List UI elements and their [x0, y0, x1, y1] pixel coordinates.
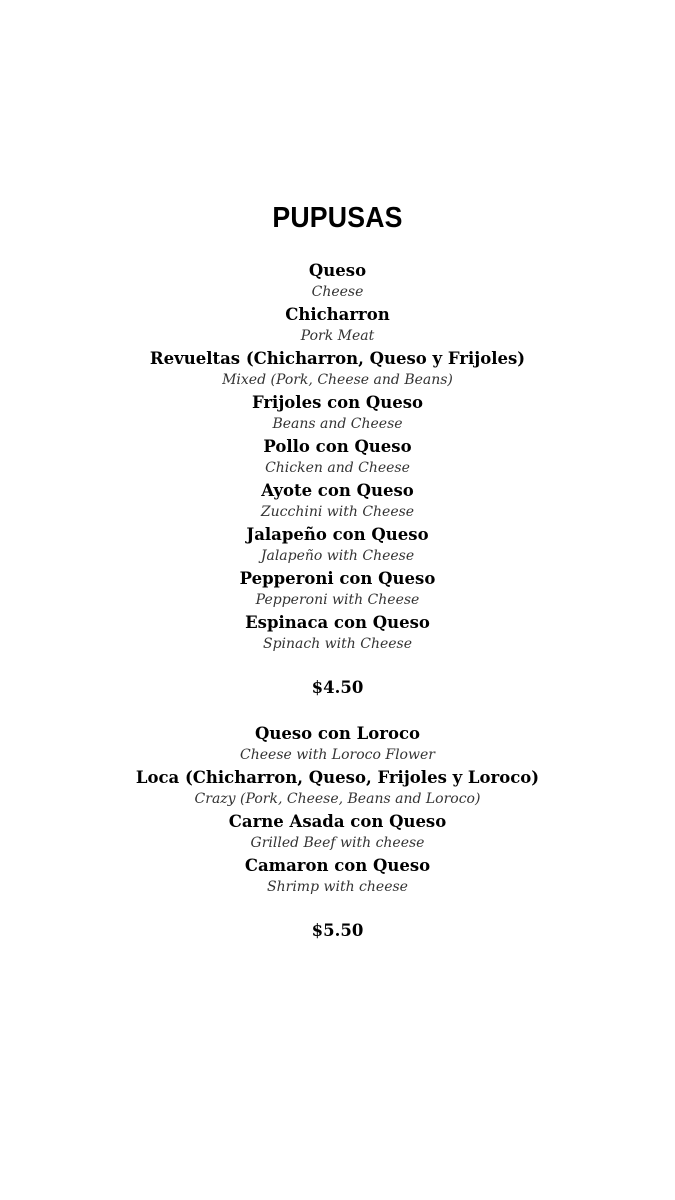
menu-item — [0, 391, 675, 435]
menu-item-name: Loca (Chicharron, Queso, Frijoles y Loroco) — [135, 768, 540, 787]
menu-item-description: Grilled Beef with cheese — [250, 835, 425, 851]
menu-item-description: Shrimp with cheese — [267, 879, 408, 895]
menu-item — [0, 259, 675, 303]
section-price: $5.50 — [311, 921, 364, 940]
menu-item — [0, 854, 675, 898]
menu-item-name: Carne Asada con Queso — [228, 812, 447, 831]
menu-section-standard — [0, 259, 675, 699]
menu-item-name: Frijoles con Queso — [251, 393, 424, 412]
menu-item-name: Queso — [308, 261, 367, 280]
menu-item-description: Crazy (Pork, Cheese, Beans and Loroco) — [194, 791, 481, 807]
menu-item-name: Camaron con Queso — [244, 856, 431, 875]
section-price: $4.50 — [311, 678, 364, 697]
page-title: PUPUSAS — [272, 202, 403, 234]
menu-item — [0, 347, 675, 391]
menu-item-description: Pork Meat — [300, 328, 375, 344]
menu-item — [0, 479, 675, 523]
menu-item-name: Chicharron — [285, 305, 390, 324]
menu-item-name: Espinaca con Queso — [245, 613, 430, 632]
menu-item-description: Spinach with Cheese — [262, 636, 413, 652]
menu-item — [0, 435, 675, 479]
menu-item-description: Pepperoni with Cheese — [255, 592, 420, 608]
menu-item-description: Beans and Cheese — [272, 416, 403, 432]
menu-item-description: Jalapeño with Cheese — [260, 548, 415, 564]
menu-item — [0, 523, 675, 567]
menu-item — [0, 567, 675, 611]
menu-item-description: Chicken and Cheese — [265, 460, 410, 476]
menu-item-name: Pollo con Queso — [263, 437, 412, 456]
menu-item-description: Mixed (Pork, Cheese and Beans) — [222, 372, 453, 388]
menu-item-name: Ayote con Queso — [261, 481, 414, 500]
menu-item-description: Cheese with Loroco Flower — [240, 747, 435, 763]
menu-item — [0, 766, 675, 810]
menu-item — [0, 810, 675, 854]
menu-item-name: Revueltas (Chicharron, Queso y Frijoles) — [149, 349, 526, 368]
menu-item-description: Cheese — [311, 284, 364, 300]
menu-item-description: Zucchini with Cheese — [260, 504, 415, 520]
menu-item — [0, 611, 675, 655]
menu-item-name: Queso con Loroco — [254, 724, 421, 743]
menu-item-name: Pepperoni con Queso — [239, 569, 436, 588]
menu-item-name: Jalapeño con Queso — [246, 525, 429, 544]
menu-section-specialty — [0, 722, 675, 942]
menu-item — [0, 303, 675, 347]
menu-item — [0, 722, 675, 766]
